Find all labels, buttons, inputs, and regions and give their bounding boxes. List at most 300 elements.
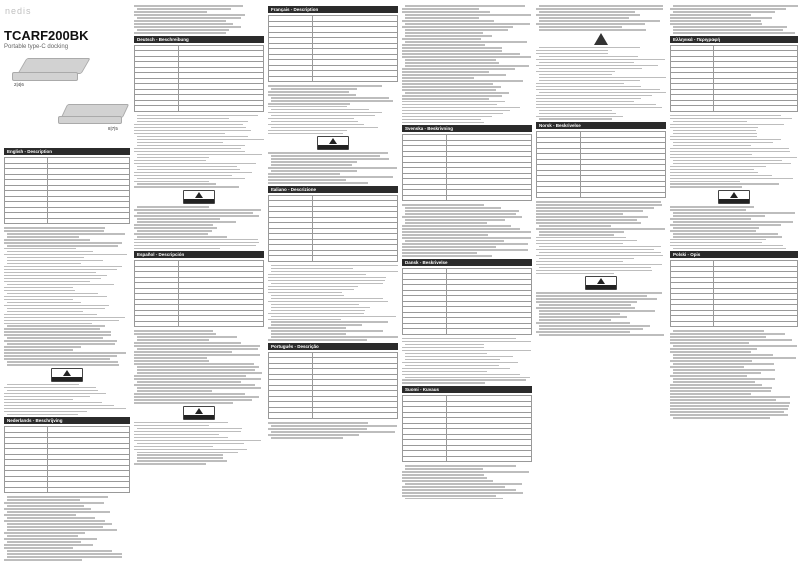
text-line <box>271 437 343 439</box>
text-line <box>4 328 100 330</box>
text-line <box>4 358 110 360</box>
text-line <box>536 301 637 303</box>
text-line <box>536 331 630 333</box>
language-section-header: Italiano - Descrizione <box>268 186 398 193</box>
text-line <box>268 313 364 315</box>
text-line <box>268 130 347 132</box>
text-line <box>134 393 245 395</box>
text-line <box>402 122 484 124</box>
text-line <box>536 89 660 91</box>
table-cell <box>269 413 313 419</box>
text-line <box>536 107 662 109</box>
text-line <box>134 26 241 28</box>
text-line <box>4 349 73 351</box>
text-line <box>4 239 90 241</box>
text-line <box>670 239 766 241</box>
text-line <box>670 115 781 117</box>
text-line <box>4 290 75 292</box>
text-line <box>137 154 262 156</box>
text-line <box>4 538 97 540</box>
text-line <box>134 5 243 7</box>
text-line <box>4 502 104 504</box>
text-line <box>4 242 122 244</box>
warning-triangle-icon <box>594 33 608 45</box>
text-line <box>539 11 635 13</box>
text-line <box>405 468 483 470</box>
text-line <box>4 317 125 319</box>
text-line <box>137 348 258 350</box>
text-line <box>539 20 660 22</box>
text-line <box>134 357 207 359</box>
text-line <box>134 215 259 217</box>
text-line <box>539 29 646 31</box>
table-cell <box>135 106 179 112</box>
text-line <box>268 286 358 288</box>
text-line <box>134 375 246 377</box>
text-line <box>673 357 796 359</box>
text-line <box>4 266 122 268</box>
text-line <box>7 257 84 259</box>
text-line <box>670 351 751 353</box>
text-line <box>4 402 102 404</box>
text-line <box>271 324 362 326</box>
text-line <box>134 345 260 347</box>
text-line <box>670 342 749 344</box>
text-line <box>536 104 656 106</box>
text-line <box>134 425 209 427</box>
callout-label-bottom: 8|7|5 <box>108 126 118 131</box>
text-line <box>402 350 531 352</box>
text-line <box>536 8 663 10</box>
text-line <box>539 56 638 58</box>
text-line <box>402 246 496 248</box>
table-row <box>269 256 398 262</box>
text-line <box>402 234 488 236</box>
text-line <box>539 258 634 260</box>
text-line <box>4 559 82 561</box>
language-section-header: Français - Description <box>268 6 398 13</box>
text-line <box>673 369 775 371</box>
text-line <box>673 417 770 419</box>
table-cell <box>269 76 313 82</box>
text-line <box>536 228 665 230</box>
text-line <box>405 356 513 358</box>
text-line <box>536 243 623 245</box>
text-line <box>137 369 255 371</box>
text-line <box>539 77 666 79</box>
text-line <box>673 330 764 332</box>
text-line <box>402 474 484 476</box>
text-line <box>4 296 107 298</box>
text-line <box>670 336 766 338</box>
text-line <box>271 158 389 160</box>
language-section-header: Dansk - Beskrivelse <box>402 259 532 266</box>
text-line <box>137 136 248 138</box>
text-line <box>7 390 98 392</box>
language-section-header: Norsk - Beskrivelse <box>536 122 666 129</box>
text-line <box>4 227 105 229</box>
text-line <box>536 261 623 263</box>
text-line <box>402 480 493 482</box>
caution-icon-band <box>184 415 214 419</box>
text-line <box>271 97 389 99</box>
text-line <box>539 26 622 28</box>
text-line <box>134 14 245 16</box>
text-line <box>271 109 369 111</box>
text-line <box>137 460 227 462</box>
text-line <box>673 26 787 28</box>
language-section-header: Svenska - Beskrivning <box>402 125 532 132</box>
warning-triangle-icon <box>597 278 605 284</box>
column-2 <box>134 4 264 563</box>
text-line <box>670 224 781 226</box>
text-line <box>405 35 492 37</box>
text-line <box>137 381 241 383</box>
text-line <box>670 405 789 407</box>
text-line <box>134 363 254 365</box>
text-line <box>402 38 481 40</box>
text-line <box>536 95 652 97</box>
text-line <box>402 113 503 115</box>
text-line <box>539 47 640 49</box>
text-line <box>7 496 108 498</box>
text-line <box>137 115 258 117</box>
text-line <box>402 20 494 22</box>
text-line <box>134 239 258 241</box>
text-line <box>134 437 228 439</box>
text-line <box>402 110 510 112</box>
text-line <box>4 508 91 510</box>
text-line <box>4 514 76 516</box>
text-line <box>271 310 365 312</box>
text-line <box>670 384 762 386</box>
text-line <box>539 267 651 269</box>
text-line <box>536 270 652 272</box>
text-line <box>271 121 358 123</box>
column-4 <box>402 4 532 563</box>
text-line <box>670 393 751 395</box>
text-line <box>402 89 496 91</box>
text-line <box>405 465 516 467</box>
text-line <box>134 186 239 188</box>
text-line <box>402 255 492 257</box>
parts-table <box>268 352 398 419</box>
text-line <box>402 371 487 373</box>
text-line <box>670 348 757 350</box>
text-line <box>402 231 531 233</box>
text-line <box>4 387 96 389</box>
text-line <box>402 11 490 13</box>
text-line <box>405 353 487 355</box>
text-line <box>673 372 761 374</box>
product-subtitle: Portable type-C docking <box>4 44 69 50</box>
text-line <box>134 160 206 162</box>
text-line <box>673 227 759 229</box>
text-line <box>268 428 367 430</box>
text-line <box>539 334 664 336</box>
text-line <box>7 529 117 531</box>
text-line <box>670 17 772 19</box>
text-line <box>536 295 647 297</box>
text-line <box>268 124 364 126</box>
text-line <box>137 221 236 223</box>
text-line <box>134 227 217 229</box>
text-line <box>7 260 103 262</box>
text-line <box>4 320 119 322</box>
text-line <box>268 289 354 291</box>
text-line <box>7 556 122 558</box>
text-line <box>4 396 90 398</box>
text-line <box>268 173 340 175</box>
text-line <box>539 62 634 64</box>
text-line <box>402 74 506 76</box>
text-line <box>271 164 352 166</box>
text-line <box>134 330 213 332</box>
text-line <box>7 364 119 366</box>
parts-table <box>134 45 264 112</box>
text-line <box>134 127 246 129</box>
language-section-header: Suomi - Kuvaus <box>402 386 532 393</box>
text-line <box>4 305 109 307</box>
warning-triangle-icon <box>63 370 71 376</box>
table-cell <box>403 329 447 335</box>
brand-logo: nedis <box>5 6 32 16</box>
text-line <box>134 422 228 424</box>
text-line <box>539 68 642 70</box>
text-line <box>405 240 504 242</box>
parts-table <box>4 157 130 224</box>
parts-table <box>402 395 532 462</box>
text-line <box>405 213 516 215</box>
text-line <box>7 293 98 295</box>
text-line <box>4 547 73 549</box>
text-line <box>271 127 378 129</box>
text-line <box>137 8 231 10</box>
text-line <box>268 274 366 276</box>
text-line <box>7 284 114 286</box>
text-line <box>268 85 382 87</box>
text-line <box>536 101 634 103</box>
text-line <box>402 341 531 343</box>
parts-table <box>536 131 666 198</box>
table-cell <box>446 195 531 201</box>
warning-triangle-icon <box>195 408 203 414</box>
text-line <box>670 148 789 150</box>
text-line <box>402 80 523 82</box>
text-line <box>134 399 252 401</box>
text-line <box>402 237 531 239</box>
text-line <box>402 47 502 49</box>
text-line <box>539 74 612 76</box>
column-3 <box>268 4 398 563</box>
text-line <box>4 346 81 348</box>
parts-table <box>670 260 798 327</box>
text-line <box>670 172 758 174</box>
text-line <box>4 532 85 534</box>
table-cell <box>312 76 397 82</box>
parts-table <box>4 426 130 493</box>
table-cell <box>671 321 714 327</box>
text-line <box>670 414 788 416</box>
text-line <box>134 181 209 183</box>
text-line <box>271 304 359 306</box>
text-line <box>402 44 485 46</box>
text-line <box>402 68 515 70</box>
text-line <box>402 249 528 251</box>
text-line <box>402 471 529 473</box>
text-line <box>539 313 620 315</box>
table-cell <box>178 106 263 112</box>
text-line <box>402 104 497 106</box>
text-line <box>405 359 500 361</box>
text-line <box>402 107 520 109</box>
text-line <box>673 11 775 13</box>
text-line <box>536 83 624 85</box>
text-line <box>134 360 209 362</box>
text-line <box>137 157 209 159</box>
text-line <box>7 251 93 253</box>
text-line <box>271 307 370 309</box>
text-line <box>4 269 117 271</box>
text-line <box>539 325 650 327</box>
text-line <box>405 222 487 224</box>
text-line <box>268 118 354 120</box>
text-line <box>405 92 509 94</box>
text-line <box>7 308 105 310</box>
text-line <box>673 363 774 365</box>
text-line <box>402 8 479 10</box>
text-line <box>7 311 83 313</box>
text-line <box>137 17 241 19</box>
text-line <box>670 218 751 220</box>
text-line <box>402 116 492 118</box>
text-line <box>137 121 248 123</box>
parts-table <box>402 134 532 201</box>
text-line <box>539 246 661 248</box>
text-line <box>405 65 529 67</box>
text-line <box>7 233 125 235</box>
table-row <box>403 195 532 201</box>
text-line <box>268 339 367 341</box>
text-line <box>134 449 247 451</box>
text-line <box>673 29 783 31</box>
table-cell <box>446 329 531 335</box>
text-line <box>7 343 115 345</box>
table-row <box>403 329 532 335</box>
text-line <box>7 302 81 304</box>
text-line <box>134 342 241 344</box>
text-line <box>4 405 114 407</box>
text-line <box>539 234 614 236</box>
text-line <box>536 98 641 100</box>
text-line <box>268 103 350 105</box>
text-line <box>673 236 782 238</box>
text-line <box>405 219 505 221</box>
text-line <box>670 209 746 211</box>
text-line <box>134 163 256 165</box>
model-number: TCARF200BK <box>4 28 89 43</box>
text-line <box>670 20 761 22</box>
text-line <box>402 338 516 340</box>
table-cell <box>312 413 397 419</box>
text-line <box>137 443 244 445</box>
text-line <box>271 333 346 335</box>
text-line <box>536 240 637 242</box>
text-line <box>7 553 122 555</box>
text-line <box>405 32 483 34</box>
table-cell <box>537 192 581 198</box>
text-line <box>7 526 103 528</box>
text-line <box>137 390 212 392</box>
text-line <box>7 263 81 265</box>
table-row <box>671 106 798 112</box>
text-line <box>268 327 346 329</box>
text-line <box>134 333 216 335</box>
table-row <box>135 321 264 327</box>
text-line <box>539 252 661 254</box>
text-line <box>268 182 368 184</box>
language-section-header: Ελληνικά - Περιγραφή <box>670 36 798 43</box>
text-line <box>4 520 105 522</box>
text-line <box>536 213 623 215</box>
caution-icon-band <box>184 199 214 203</box>
text-line <box>402 362 518 364</box>
warning-triangle-icon <box>329 138 337 144</box>
text-line <box>673 163 791 165</box>
text-line <box>536 71 615 73</box>
text-line <box>268 301 388 303</box>
text-line <box>137 183 216 185</box>
text-line <box>7 499 80 501</box>
text-line <box>271 330 383 332</box>
text-line <box>4 230 104 232</box>
text-line <box>7 511 110 513</box>
text-line <box>402 98 489 100</box>
text-line <box>402 368 510 370</box>
text-line <box>670 411 784 413</box>
text-line <box>134 446 213 448</box>
text-line <box>4 254 127 256</box>
text-line <box>7 325 105 327</box>
text-line <box>134 248 220 250</box>
text-line <box>673 5 798 7</box>
caution-electric-shock-icon <box>183 190 215 204</box>
text-line <box>137 452 238 454</box>
text-line <box>4 334 111 336</box>
text-line <box>405 344 484 346</box>
text-line <box>405 29 508 31</box>
text-line <box>402 228 520 230</box>
text-line <box>7 535 78 537</box>
text-line <box>536 237 626 239</box>
text-line <box>670 8 786 10</box>
text-line <box>268 106 347 108</box>
text-line <box>670 166 766 168</box>
text-line <box>673 130 756 132</box>
text-line <box>137 166 237 168</box>
text-line <box>673 248 786 250</box>
text-line <box>134 224 213 226</box>
text-line <box>137 169 240 171</box>
text-line <box>402 374 520 376</box>
text-line <box>405 498 503 500</box>
text-line <box>539 319 611 321</box>
text-line <box>673 160 782 162</box>
text-line <box>402 382 485 384</box>
text-line <box>670 127 758 129</box>
text-line <box>670 183 779 185</box>
column-1 <box>4 4 130 563</box>
